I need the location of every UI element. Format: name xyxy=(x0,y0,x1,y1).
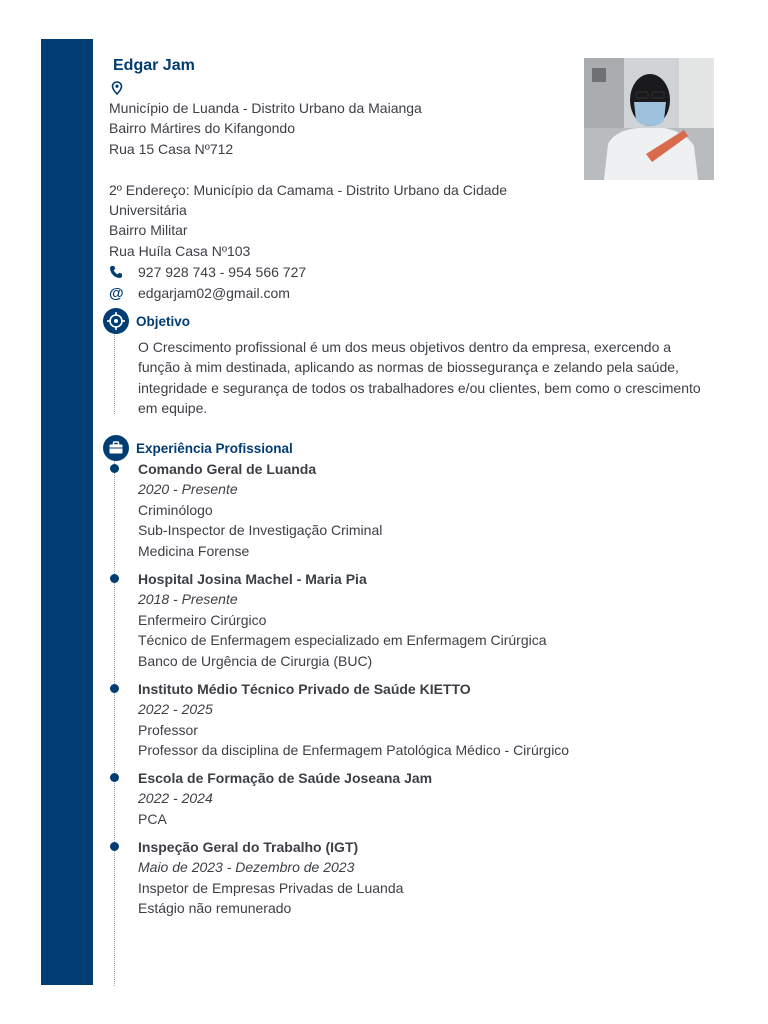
job-dates: Maio de 2023 - Dezembro de 2023 xyxy=(138,859,355,876)
job-detail: Inspetor de Empresas Privadas de Luanda xyxy=(138,879,404,896)
job-entry xyxy=(138,837,403,919)
job-entry xyxy=(138,459,382,561)
phone-icon xyxy=(109,262,127,282)
target-icon xyxy=(103,308,129,334)
job-dates: 2020 - Presente xyxy=(138,481,238,498)
timeline-dot xyxy=(110,773,119,782)
job-dates: 2022 - 2025 xyxy=(138,701,213,718)
profile-photo xyxy=(584,58,714,180)
timeline-dot xyxy=(110,574,119,583)
job-company: Comando Geral de Luanda xyxy=(138,461,317,477)
job-detail: Estágio não remunerado xyxy=(138,900,292,917)
job-entry xyxy=(138,768,432,829)
job-entry xyxy=(138,679,569,761)
job-detail: Professor xyxy=(138,721,198,738)
objective-text: O Crescimento profissional é um dos meus objetivos dentro da empresa, exercendo a função à mim destinada, aplicando as normas de biossegurança e zelando pela saúde, integridade e segurança de todos os trabalhadores e/ou clientes, bem como o crescimento em equipe. xyxy=(138,339,701,417)
experience-heading: Experiência Profissional xyxy=(136,441,293,456)
objective-heading: Objetivo xyxy=(136,314,191,329)
job-detail: Professor da disciplina de Enfermagem Patológica Médico - Cirúrgico xyxy=(138,742,570,759)
at-icon: @ xyxy=(109,285,124,302)
timeline-dot xyxy=(110,684,119,693)
job-dates: 2018 - Presente xyxy=(138,591,238,608)
job-detail: Técnico de Enfermagem especializado em Enfermagem Cirúrgica xyxy=(138,632,547,649)
briefcase-icon xyxy=(103,435,129,461)
address-line: Universitária xyxy=(109,201,187,218)
address-line: Bairro Mártires do Kifangondo xyxy=(109,120,295,137)
address-line: Bairro Militar xyxy=(109,222,188,239)
email-address[interactable]: edgarjam02@gmail.com xyxy=(138,285,290,301)
address-line: Município de Luanda - Distrito Urbano da Maianga xyxy=(109,100,422,116)
job-detail: Medicina Forense xyxy=(138,542,250,559)
job-company: Hospital Josina Machel - Maria Pia xyxy=(138,571,367,587)
job-entry xyxy=(138,569,547,671)
address-line: Rua Huíla Casa Nº103 xyxy=(109,242,251,259)
job-detail: PCA xyxy=(138,810,167,827)
sidebar-band xyxy=(41,39,93,985)
experience-timeline xyxy=(114,458,115,986)
map-pin-icon xyxy=(111,81,123,95)
job-dates: 2022 - 2024 xyxy=(138,790,213,807)
timeline-dot xyxy=(110,464,119,473)
phone-row xyxy=(109,262,306,282)
objective-timeline xyxy=(114,332,115,414)
job-detail: Banco de Urgência de Cirurgia (BUC) xyxy=(138,652,373,669)
address-line: Rua 15 Casa Nº712 xyxy=(109,140,234,157)
job-detail: Sub-Inspector de Investigação Criminal xyxy=(138,522,383,539)
job-detail: Enfermeiro Cirúrgico xyxy=(138,611,267,628)
job-company: Inspeção Geral do Trabalho (IGT) xyxy=(138,839,359,855)
address-block xyxy=(109,98,507,261)
job-detail: Criminólogo xyxy=(138,501,213,518)
phone-number: 927 928 743 - 954 566 727 xyxy=(138,264,307,280)
email-row xyxy=(109,283,290,304)
address-line: 2º Endereço: Município da Camama - Distrito Urbano da Cidade xyxy=(109,181,508,198)
timeline-dot xyxy=(110,842,119,851)
candidate-name: Edgar Jam xyxy=(113,57,195,74)
job-company: Instituto Médio Técnico Privado de Saúde KIETTO xyxy=(138,681,471,697)
job-company: Escola de Formação de Saúde Joseana Jam xyxy=(138,770,433,786)
